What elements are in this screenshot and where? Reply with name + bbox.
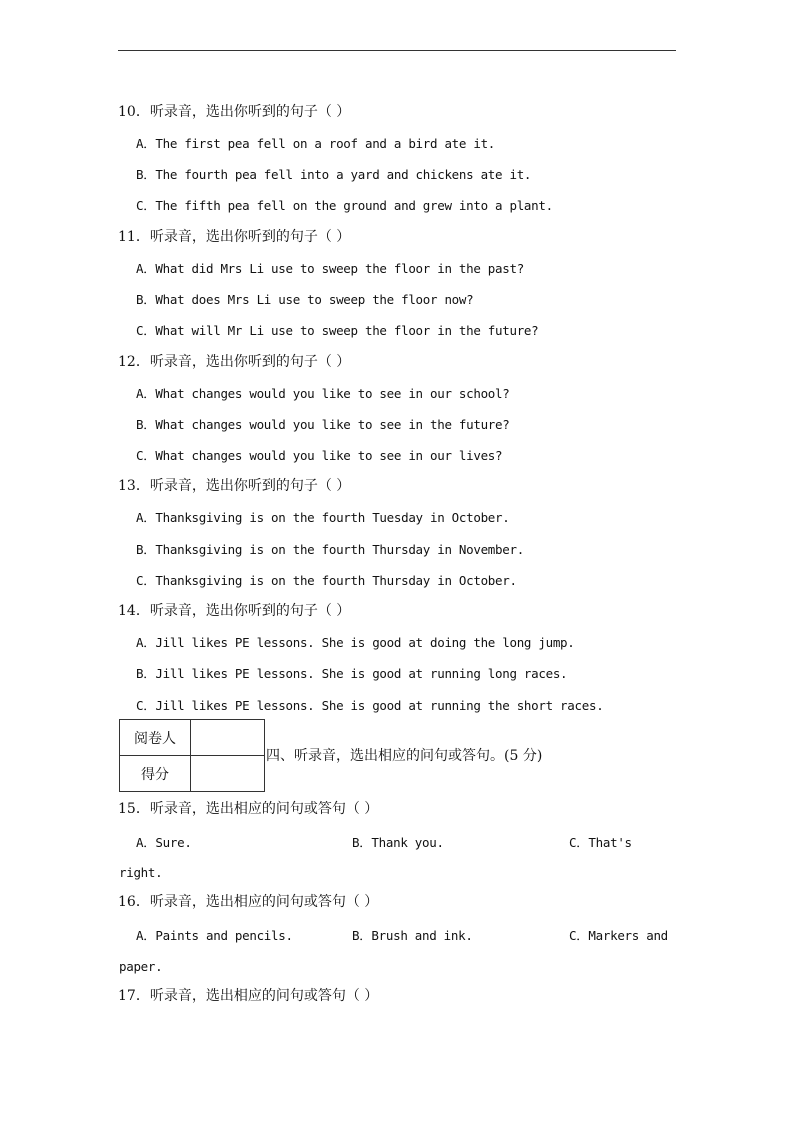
question-11-option-c[interactable]: C．What will Mr Li use to sweep the floor in the future? bbox=[136, 323, 539, 338]
question-11-stem: 11．听录音，选出你听到的句子（ ） bbox=[118, 229, 351, 245]
question-15-stem: 15．听录音，选出相应的问句或答句（ ） bbox=[118, 801, 379, 817]
score-label: 得分 bbox=[120, 756, 191, 792]
question-15-option-c-continued: right. bbox=[119, 865, 163, 880]
header-rule bbox=[118, 50, 676, 51]
question-16-stem: 16．听录音，选出相应的问句或答句（ ） bbox=[118, 894, 379, 910]
question-16-option-a[interactable]: A．Paints and pencils. bbox=[136, 928, 293, 943]
score-cell[interactable] bbox=[191, 756, 265, 792]
question-14-option-b[interactable]: B．Jill likes PE lessons. She is good at running long races. bbox=[136, 666, 568, 681]
question-10-option-c[interactable]: C．The fifth pea fell on the ground and grew into a plant. bbox=[136, 198, 553, 213]
section-4-title: 四、听录音，选出相应的问句或答句。(5 分) bbox=[266, 748, 543, 764]
question-11-option-b[interactable]: B．What does Mrs Li use to sweep the floor now? bbox=[136, 292, 474, 307]
question-10-stem: 10．听录音，选出你听到的句子（ ） bbox=[118, 104, 351, 120]
question-12-option-b[interactable]: B．What changes would you like to see in the future? bbox=[136, 417, 510, 432]
question-16-option-b[interactable]: B．Brush and ink. bbox=[352, 928, 473, 943]
question-14-option-a[interactable]: A．Jill likes PE lessons. She is good at doing the long jump. bbox=[136, 635, 575, 650]
score-table bbox=[119, 719, 265, 792]
reviewer-label: 阅卷人 bbox=[120, 720, 191, 756]
question-16-option-c-continued: paper. bbox=[119, 959, 163, 974]
question-11-option-a[interactable]: A．What did Mrs Li use to sweep the floor in the past? bbox=[136, 261, 524, 276]
question-13-option-a[interactable]: A．Thanksgiving is on the fourth Tuesday in October. bbox=[136, 510, 510, 525]
question-14-stem: 14．听录音，选出你听到的句子（ ） bbox=[118, 603, 351, 619]
question-12-option-c[interactable]: C．What changes would you like to see in our lives? bbox=[136, 448, 503, 463]
question-15-option-b[interactable]: B．Thank you. bbox=[352, 835, 444, 850]
question-13-stem: 13．听录音，选出你听到的句子（ ） bbox=[118, 478, 351, 494]
question-15-option-c[interactable]: C．That's bbox=[569, 835, 632, 850]
question-10-option-b[interactable]: B．The fourth pea fell into a yard and chickens ate it. bbox=[136, 167, 532, 182]
question-13-option-b[interactable]: B．Thanksgiving is on the fourth Thursday in November. bbox=[136, 542, 524, 557]
question-15-options bbox=[136, 833, 676, 849]
question-10-option-a[interactable]: A．The first pea fell on a roof and a bird ate it. bbox=[136, 136, 496, 151]
question-15-option-a[interactable]: A．Sure. bbox=[136, 835, 192, 850]
reviewer-cell[interactable] bbox=[191, 720, 265, 756]
question-13-option-c[interactable]: C．Thanksgiving is on the fourth Thursday in October. bbox=[136, 573, 517, 588]
question-16-option-c[interactable]: C．Markers and bbox=[569, 928, 668, 943]
question-12-stem: 12．听录音，选出你听到的句子（ ） bbox=[118, 354, 351, 370]
question-12-option-a[interactable]: A．What changes would you like to see in our school? bbox=[136, 386, 510, 401]
question-16-options bbox=[136, 926, 676, 942]
question-14-option-c[interactable]: C．Jill likes PE lessons. She is good at running the short races. bbox=[136, 698, 604, 713]
question-17-stem: 17．听录音，选出相应的问句或答句（ ） bbox=[118, 988, 379, 1004]
